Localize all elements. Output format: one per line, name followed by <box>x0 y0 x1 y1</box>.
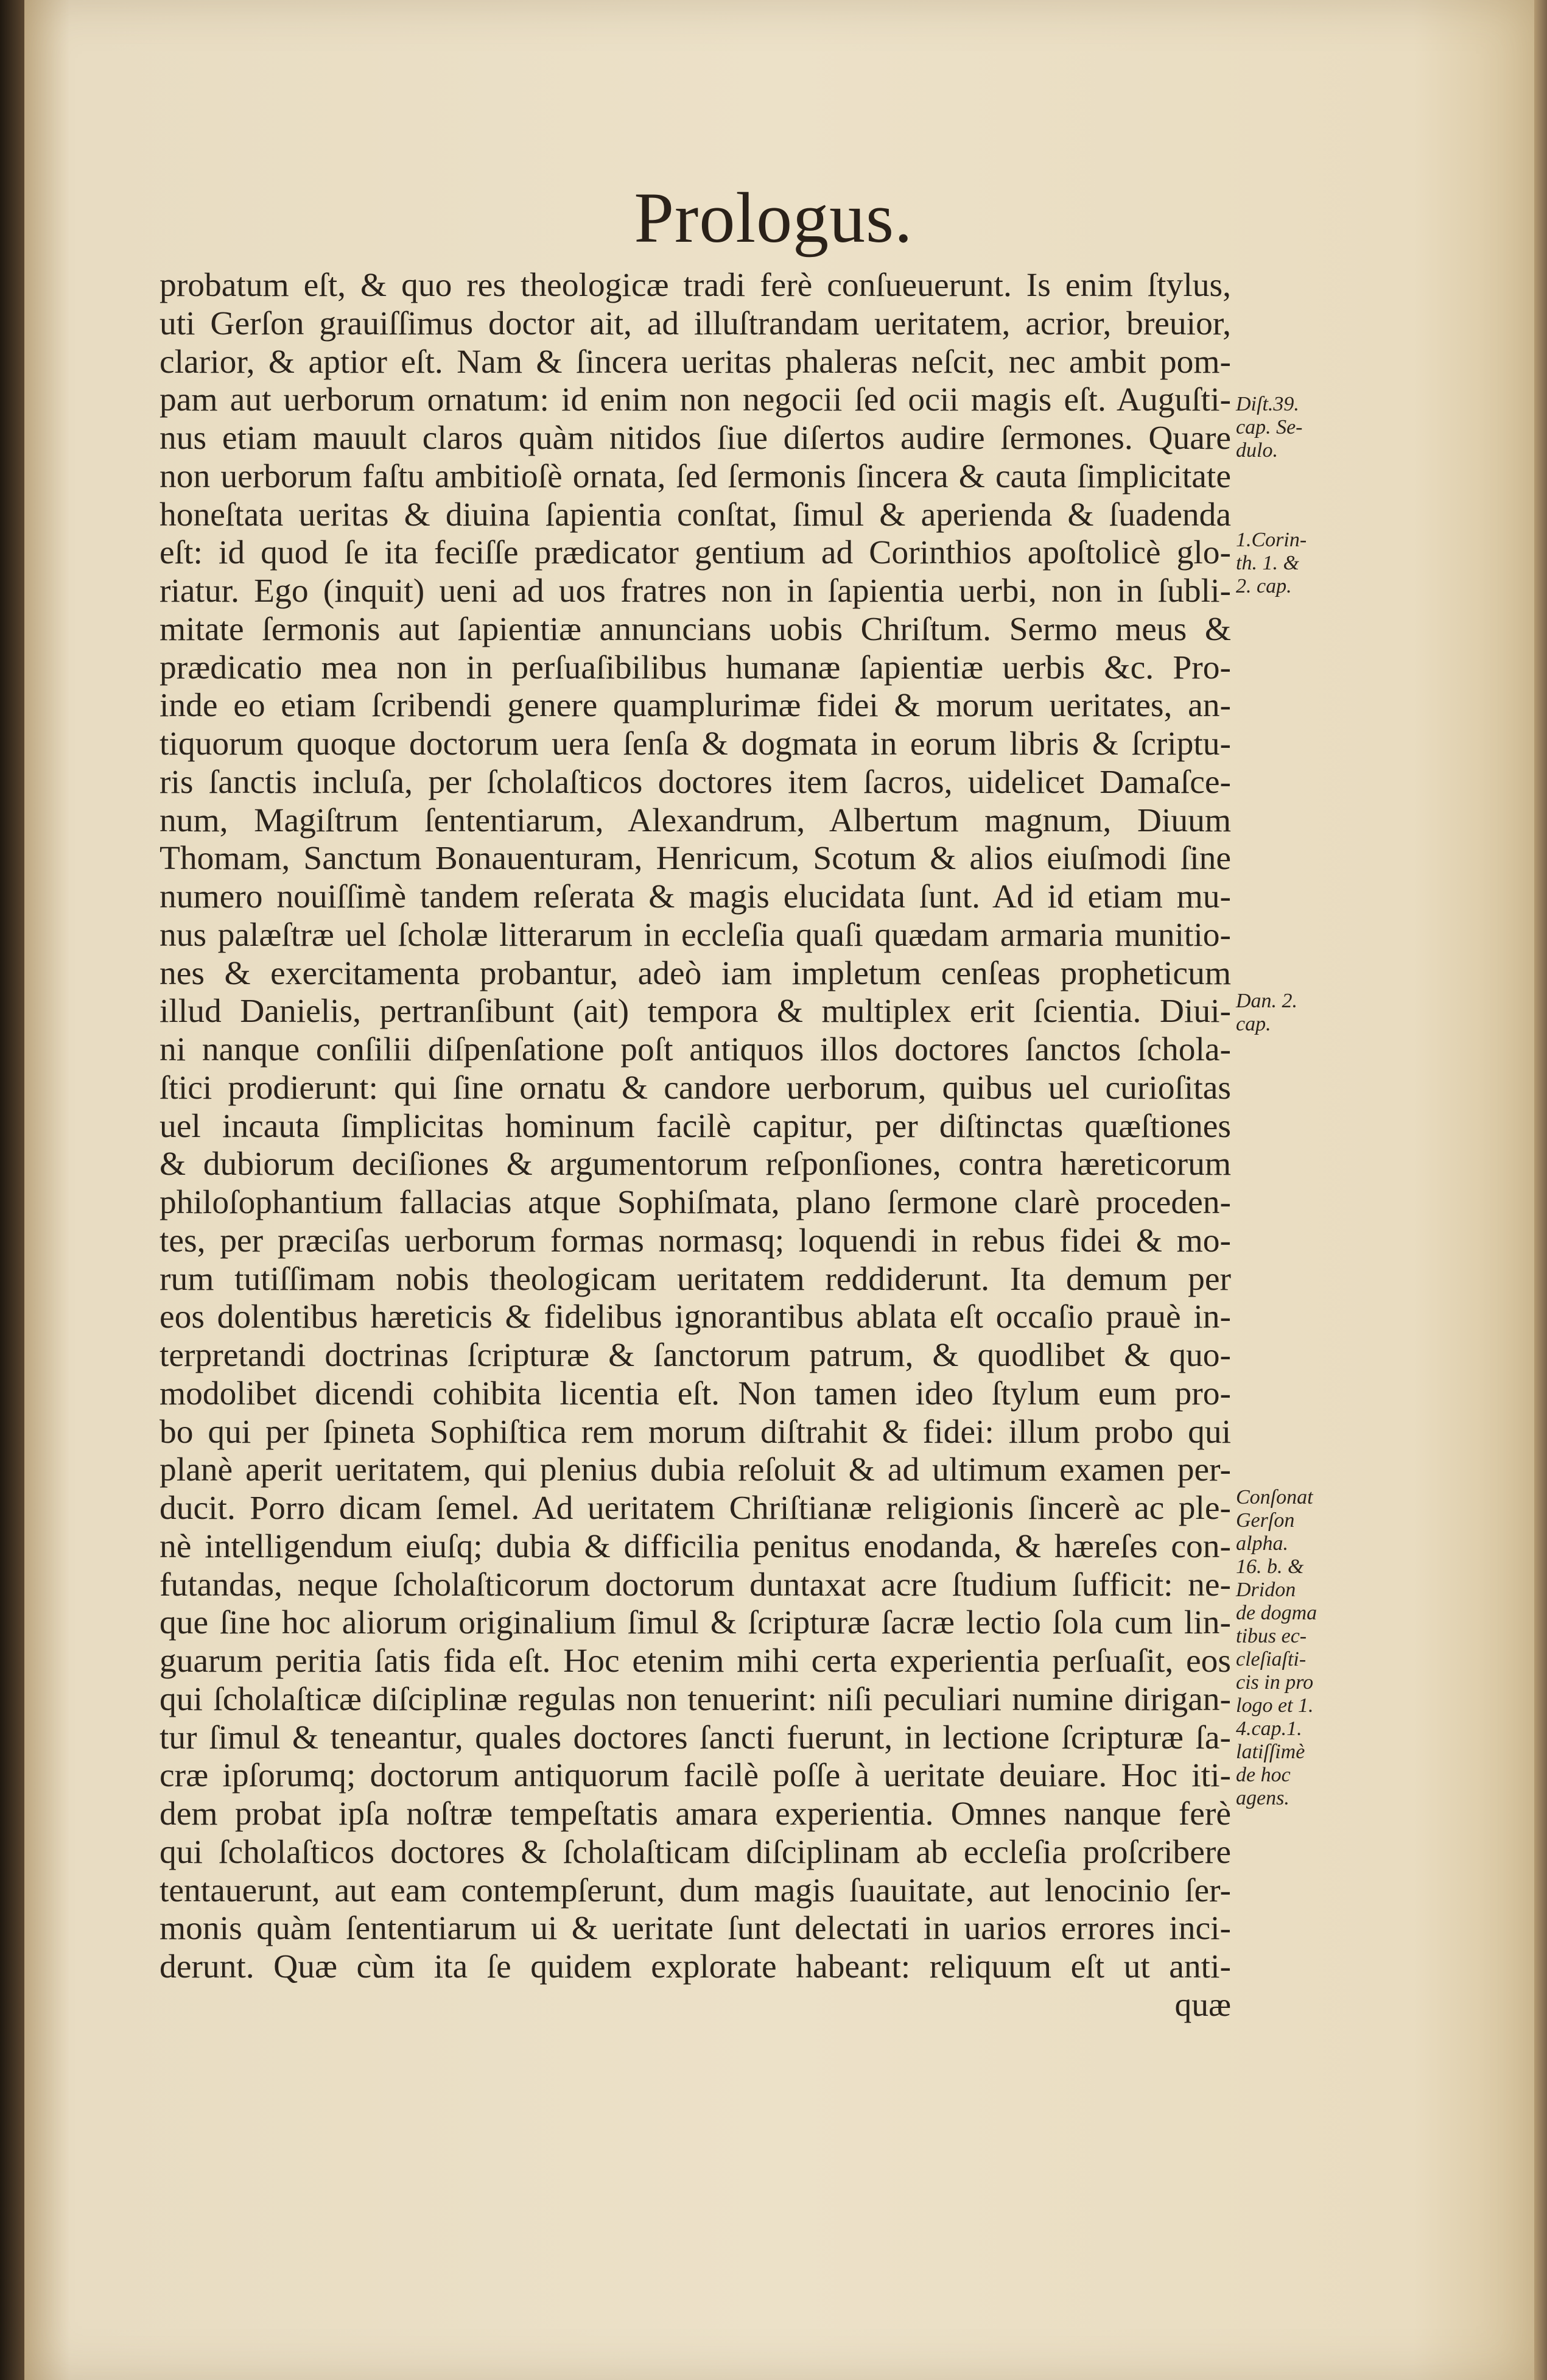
catchword: quæ <box>1174 1986 1231 2024</box>
margin-note-line: 4.cap.1. <box>1236 1717 1302 1740</box>
text-line: honeſtata ueritas & diuina ſapientia conſtat, ſimul & aperienda & ſuadenda <box>160 496 1231 533</box>
margin-note-line: tibus ec- <box>1236 1625 1307 1647</box>
margin-note-line: cis in pro <box>1236 1671 1314 1694</box>
margin-note-line: alpha. <box>1236 1532 1288 1555</box>
margin-note-line: cap. <box>1236 1013 1271 1035</box>
margin-note-line: latiſſimè <box>1236 1741 1305 1763</box>
text-line: tiquorum quoque doctorum uera ſenſa & dogmata in eorum libris & ſcriptu- <box>160 725 1231 762</box>
margin-note-line: Conſonat <box>1236 1486 1313 1509</box>
text-line: que ſine hoc aliorum originalium ſimul & ſcripturæ ſacræ lectio ſola cum lin- <box>160 1604 1231 1642</box>
text-line: num, Magiſtrum ſententiarum, Alexandrum, Albertum magnum, Diuum <box>160 801 1231 839</box>
text-line: nus etiam mauult claros quàm nitidos ſiue diſertos audire ſermones. Quare <box>160 420 1231 457</box>
text-line: nes & exercitamenta probantur, adeò iam impletum cenſeas propheticum <box>160 954 1231 992</box>
text-line: derunt. Quæ cùm ita ſe quidem explorate habeant: reliquum eſt ut anti- <box>160 1948 1231 1985</box>
text-line: guarum peritia ſatis fida eſt. Hoc etenim mihi certa experientia perſuaſit, eos <box>160 1642 1231 1680</box>
text-line: tes, per præciſas uerborum formas normasq; loquendi in rebus fidei & mo- <box>160 1222 1231 1259</box>
margin-note-line: Dan. 2. <box>1236 990 1298 1012</box>
text-line: mitate ſermonis aut ſapientiæ annuncians uobis Chriſtum. Sermo meus & <box>160 610 1231 648</box>
text-line: nus palæſtræ uel ſcholæ litterarum in eccleſia quaſi quædam armaria munitio- <box>160 916 1231 954</box>
margin-note-line: Dridon <box>1236 1579 1296 1601</box>
text-line: dem probat ipſa noſtræ tempeſtatis amara experientia. Omnes nanque ferè <box>160 1795 1231 1833</box>
text-line: bo qui per ſpineta Sophiſtica rem morum diſtrahit & fidei: illum probo qui <box>160 1413 1231 1451</box>
margin-note-line: th. 1. & <box>1236 552 1299 574</box>
text-line: pam aut uerborum ornatum: id enim non negocii ſed ocii magis eſt. Auguſti- <box>160 381 1231 419</box>
text-line: terpretandi doctrinas ſcripturæ & ſanctorum patrum, & quodlibet & quo- <box>160 1337 1231 1374</box>
text-line: clarior, & aptior eſt. Nam & ſincera ueritas phaleras neſcit, nec ambit pom- <box>160 343 1231 381</box>
text-line: numero nouiſſimè tandem reſerata & magis elucidata ſunt. Ad id etiam mu- <box>160 878 1231 915</box>
text-line: Thomam, Sanctum Bonauenturam, Henricum, Scotum & alios eiuſmodi ſine <box>160 840 1231 878</box>
margin-note-line: 16. b. & <box>1236 1555 1304 1578</box>
margin-note <box>1236 1486 1358 1810</box>
text-line: ſtici prodierunt: qui ſine ornatu & candore uerborum, quibus uel curioſitas <box>160 1069 1231 1107</box>
text-line: nè intelligendum eiuſq; dubia & difficilia penitus enodanda, & hæreſes con- <box>160 1527 1231 1565</box>
text-line: futandas, neque ſcholaſticorum doctorum duntaxat acre ſtudium ſufficit: ne- <box>160 1566 1231 1604</box>
margin-note-line: de hoc <box>1236 1764 1291 1786</box>
text-line: modolibet dicendi cohibita licentia eſt. Non tamen ideo ſtylum eum pro- <box>160 1375 1231 1412</box>
text-line: qui ſcholaſticos doctores & ſcholaſticam diſciplinam ab eccleſia proſcribere <box>160 1833 1231 1871</box>
text-line: illud Danielis, pertranſibunt (ait) tempora & multiplex erit ſcientia. Diui- <box>160 993 1231 1030</box>
book-gutter <box>0 0 24 2380</box>
margin-note-line: 2. cap. <box>1236 575 1292 597</box>
text-line: eos dolentibus hæreticis & fidelibus ignorantibus ablata eſt occaſio prauè in- <box>160 1298 1231 1336</box>
text-line: tur ſimul & teneantur, quales doctores ſancti fuerunt, in lectione ſcripturæ ſa- <box>160 1719 1231 1756</box>
margin-note-line: Gerſon <box>1236 1509 1295 1532</box>
text-line: monis quàm ſententiarum ui & ueritate ſunt delectati in uarios errores inci- <box>160 1910 1231 1948</box>
text-line: cræ ipſorumq; doctorum antiquorum facilè poſſe à ueritate deuiare. Hoc iti- <box>160 1757 1231 1795</box>
text-line: uti Gerſon grauiſſimus doctor ait, ad illuſtrandam ueritatem, acrior, breuior, <box>160 305 1231 342</box>
margin-note-line: Diſt.39. <box>1236 393 1299 415</box>
body-text <box>160 267 1231 2025</box>
text-line: riatur. Ego (inquit) ueni ad uos fratres non in ſapientia uerbi, non in ſubli- <box>160 572 1231 610</box>
margin-note-line: agens. <box>1236 1787 1289 1809</box>
text-line: rum tutiſſimam nobis theologicam ueritatem reddiderunt. Ita demum per <box>160 1260 1231 1298</box>
margin-note-line: cleſiaſti- <box>1236 1648 1307 1671</box>
text-line: planè aperit ueritatem, qui plenius dubia reſoluit & ad ultimum examen per- <box>160 1451 1231 1489</box>
margin-note <box>1236 529 1358 598</box>
text-line: inde eo etiam ſcribendi genere quamplurimæ fidei & morum ueritates, an- <box>160 687 1231 725</box>
margin-note-line: logo et 1. <box>1236 1694 1314 1717</box>
margin-note-line: de dogma <box>1236 1602 1317 1624</box>
margin-note-line: cap. Se- <box>1236 416 1303 438</box>
page-title: Prologus. <box>634 178 913 258</box>
margin-note-line: 1.Corin- <box>1236 529 1307 551</box>
text-line: probatum eſt, & quo res theologicæ tradi ferè conſueuerunt. Is enim ſtylus, <box>160 267 1231 304</box>
text-line: prædicatio mea non in perſuaſibilibus humanæ ſapientiæ uerbis &c. Pro- <box>160 649 1231 686</box>
text-line: tentauerunt, aut eam contempſerunt, dum magis ſuauitate, aut lenocinio ſer- <box>160 1871 1231 1909</box>
text-line: ris ſanctis incluſa, per ſcholaſticos doctores item ſacros, uidelicet Damaſce- <box>160 763 1231 801</box>
text-line: & dubiorum deciſiones & argumentorum reſponſiones, contra hæreticorum <box>160 1146 1231 1183</box>
margin-note-line: dulo. <box>1236 439 1278 462</box>
margin-note <box>1236 990 1358 1036</box>
text-line: philoſophantium fallacias atque Sophiſmata, plano ſermone clarè proceden- <box>160 1184 1231 1221</box>
text-line: qui ſcholaſticæ diſciplinæ regulas non tenuerint: niſi peculiari numine dirigan- <box>160 1680 1231 1718</box>
text-line: non uerborum faſtu ambitioſè ornata, ſed ſermonis ſincera & cauta ſimplicitate <box>160 457 1231 495</box>
text-line: uel incauta ſimplicitas hominum facilè capitur, per diſtinctas quæſtiones <box>160 1107 1231 1145</box>
text-line: ducit. Porro dicam ſemel. Ad ueritatem Chriſtianæ religionis ſincerè ac ple- <box>160 1490 1231 1527</box>
margin-note <box>1236 393 1358 462</box>
text-line: ni nanque conſilii diſpenſatione poſt antiquos illos doctores ſanctos ſchola- <box>160 1031 1231 1068</box>
page-edge <box>1534 0 1547 2380</box>
text-line: eſt: id quod ſe ita feciſſe prædicator gentium ad Corinthios apoſtolicè glo- <box>160 534 1231 572</box>
